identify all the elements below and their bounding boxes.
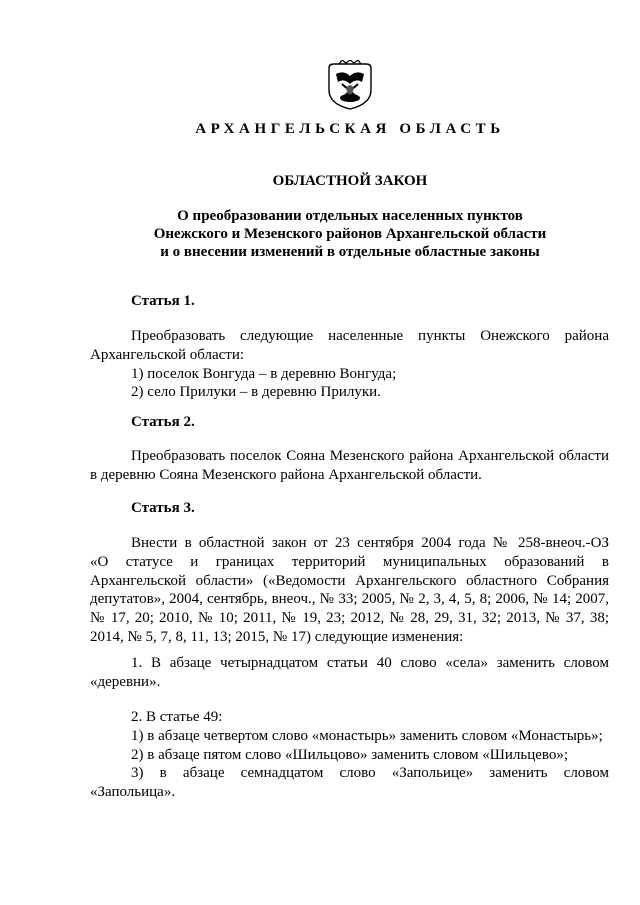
law-type-heading: ОБЛАСТНОЙ ЗАКОН: [272, 173, 428, 189]
law-title-line: и о внесении изменений в отдельные областные законы: [160, 244, 540, 260]
text-line: «Запольица».: [90, 784, 176, 801]
text-line: 1) в абзаце четвертом слово «монастырь» заменить словом «Монастырь»;: [131, 727, 603, 744]
text-line: «деревни».: [90, 673, 161, 690]
text-line: 2) село Прилуки – в деревню Прилуки.: [131, 384, 381, 401]
text-line: Преобразовать следующие населенные пункты Онежского района: [131, 328, 609, 344]
law-title-line: Онежского и Мезенского районов Архангельской области: [153, 226, 547, 242]
text-line: 2. В статье 49:: [131, 709, 223, 725]
text-line: Преобразовать поселок Сояна Мезенского района Архангельской области: [131, 448, 609, 464]
text-line: 1. В абзаце четырнадцатом статьи 40 слово «села» заменить словом: [131, 655, 609, 671]
article-3-heading: Статья 3.: [131, 500, 195, 516]
law-title-line: О преобразовании отдельных населенных пунктов: [177, 208, 523, 224]
article-3-item-2: [90, 708, 609, 802]
text-line: в деревню Сояна Мезенского района Архангельской области.: [90, 466, 482, 483]
article-3-intro: [90, 534, 609, 647]
article-3-item-1: [90, 654, 609, 692]
article-2-text: [90, 447, 609, 485]
text-line: Архангельской области» («Ведомости Архангельского областного Собрания: [90, 572, 609, 589]
text-line: 2014, № 5, 7, 8, 11, 13; 2015, № 17) следующие изменения:: [90, 628, 464, 645]
text-line: Архангельской области:: [90, 346, 245, 363]
text-line: 1) поселок Вонгуда – в деревню Вонгуда;: [131, 365, 397, 382]
text-line: «О статусе и границах территорий муниципальных образований в: [90, 553, 609, 570]
article-1-heading: Статья 1.: [131, 293, 195, 309]
text-line: 2) в абзаце пятом слово «Шильцово» заменить словом «Шильцево»;: [131, 746, 569, 763]
article-1-text: [90, 327, 609, 402]
region-heading: АРХАНГЕЛЬСКАЯ ОБЛАСТЬ: [195, 121, 505, 137]
coat-of-arms-emblem: [326, 60, 374, 110]
law-title: [0, 207, 640, 261]
article-2-heading: Статья 2.: [131, 414, 195, 430]
text-line: № 17, 20; 2010, № 10; 2011, № 19, 23; 2012, № 28, 29, 31, 32; 2013, № 37, 38;: [90, 610, 609, 627]
text-line: Внести в областной закон от 23 сентября 2004 года № 258-внеоч.-ОЗ: [131, 535, 609, 551]
text-line: 3) в абзаце семнадцатом слово «Запольице» заменить словом: [131, 765, 609, 782]
text-line: депутатов», 2004, сентябрь, внеоч., № 33; 2005, № 2, 3, 4, 5, 8; 2006, № 14; 2007,: [90, 591, 609, 608]
